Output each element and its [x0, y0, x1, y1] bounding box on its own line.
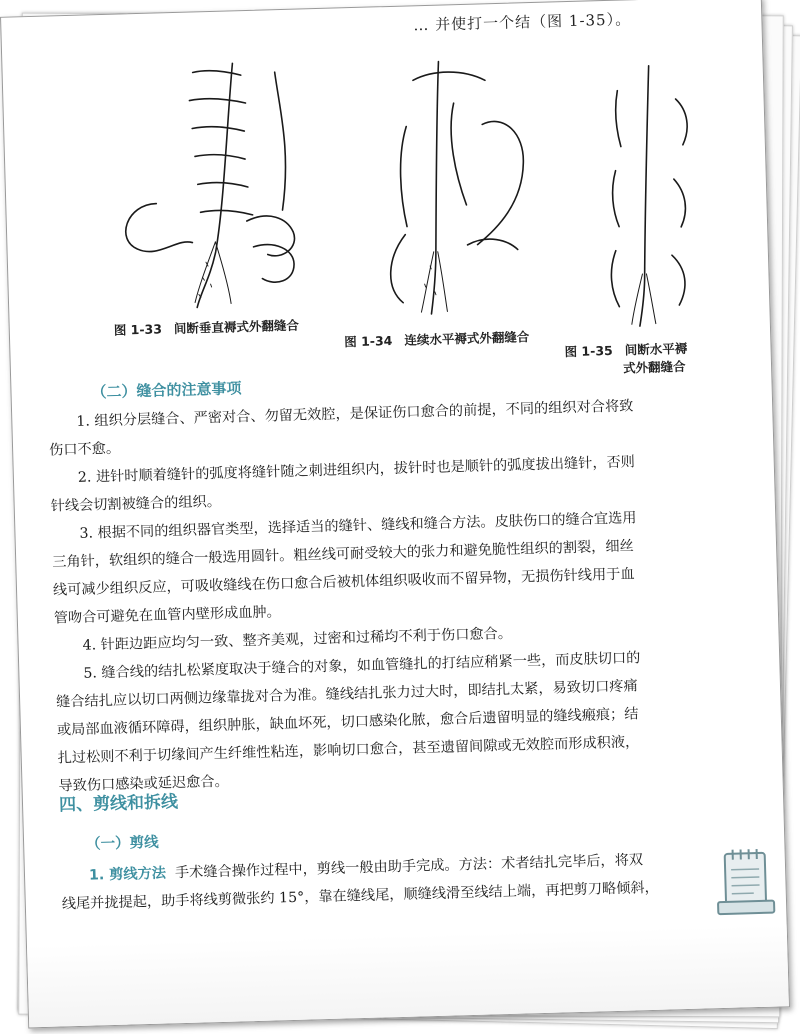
text-line: 或局部血液循环障碍，组织肿胀，缺血坏死，切口感染化脓，愈合后遗留明显的缝线瘢痕；结: [56, 706, 639, 739]
chapter-heading: 四、剪线和拆线: [58, 792, 179, 816]
text-line: 伤口不愈。: [48, 440, 121, 459]
text-line: 线尾并拢提起，助手将线剪微张约 15°，靠在缝线尾，顺缝线滑至线结上端，再把剪刀略倾斜，: [61, 879, 659, 913]
figure-1-33-illustration: [92, 49, 329, 315]
notepad-icon: [714, 844, 778, 918]
figure-1-34-caption: [344, 327, 530, 350]
text-line: 导致伤口感染或延迟愈合。: [58, 773, 229, 795]
figure-1-35-caption: [564, 339, 688, 378]
text-line: 扎过松则不利于切缘间产生纤维性粘连，影响切口愈合，甚至遗留间隙或无效腔而形成积液，: [57, 734, 640, 767]
text-line: 5. 缝合线的结扎松紧度取决于缝合的对象，如血管缝扎的打结应稍紧一些，而皮肤切口的: [83, 650, 641, 682]
text-line: 线可减少组织反应，可吸收缝线在伤口愈合后被机体组织吸收而不留异物，无损伤针线用于血: [52, 566, 635, 599]
paragraph-lead: 1. 剪线方法: [88, 865, 167, 884]
sub-heading: （一）剪线: [85, 834, 159, 853]
figure-number: 图 1-33: [113, 321, 163, 338]
text-line: 缝合结扎应以切口两侧边缘靠拢对合为准。缝线结扎张力过大时，即结扎太紧，易致切口疼痛: [55, 678, 638, 711]
figure-number: 图 1-34: [344, 333, 393, 350]
text-line: 手术缝合操作过程中，剪线一般由助手完成。方法：术者结扎完毕后，将双: [174, 852, 644, 882]
figure-caption-text: 间断水平褥: [624, 340, 688, 358]
text-line: 管吻合可避免在血管内壁形成血肿。: [53, 604, 281, 627]
figure-1-33-caption: [114, 316, 300, 339]
figure-number: 图 1-35: [564, 342, 613, 360]
figure-caption-text: 连续水平褥式外翻缝合: [404, 329, 530, 348]
text-line: 三角针，软组织的缝合一般选用圆针。粗丝线可耐受较大的张力和避免脆性组织的割裂，细丝: [52, 538, 634, 571]
continued-text: … 并使打一个结（图 1-35）。: [413, 10, 632, 35]
text-line: 2. 进针时顺着缝针的弧度将缝针随之刺进组织内，拔针时也是顺针的弧度拔出缝针，否则: [77, 454, 636, 486]
text-line: 4. 针距边距应均匀一致、整齐美观，过密和过稀均不利于伤口愈合。: [82, 625, 513, 654]
figure-1-34-illustration: [352, 52, 559, 317]
section-heading: （二）缝合的注意事项: [91, 379, 242, 402]
figure-caption-text: 式外翻缝合: [622, 358, 686, 376]
figure-caption-text: 间断垂直褥式外翻缝合: [173, 317, 300, 337]
text-line: 针线会切割被缝合的组织。: [50, 493, 222, 515]
text-line: 3. 根据不同的组织器官类型，选择适当的缝针、缝线和缝合方法。皮肤伤口的缝合宜选用: [79, 510, 637, 542]
list-item: [51, 502, 722, 633]
list-item: [55, 642, 727, 801]
text-line: 1. 组织分层缝合、严密对合、勿留无效腔，是保证伤口愈合的前提，不同的组织对合将致: [76, 398, 634, 430]
figure-1-35-illustration: [582, 57, 739, 331]
cut-method-paragraph: [61, 844, 730, 919]
